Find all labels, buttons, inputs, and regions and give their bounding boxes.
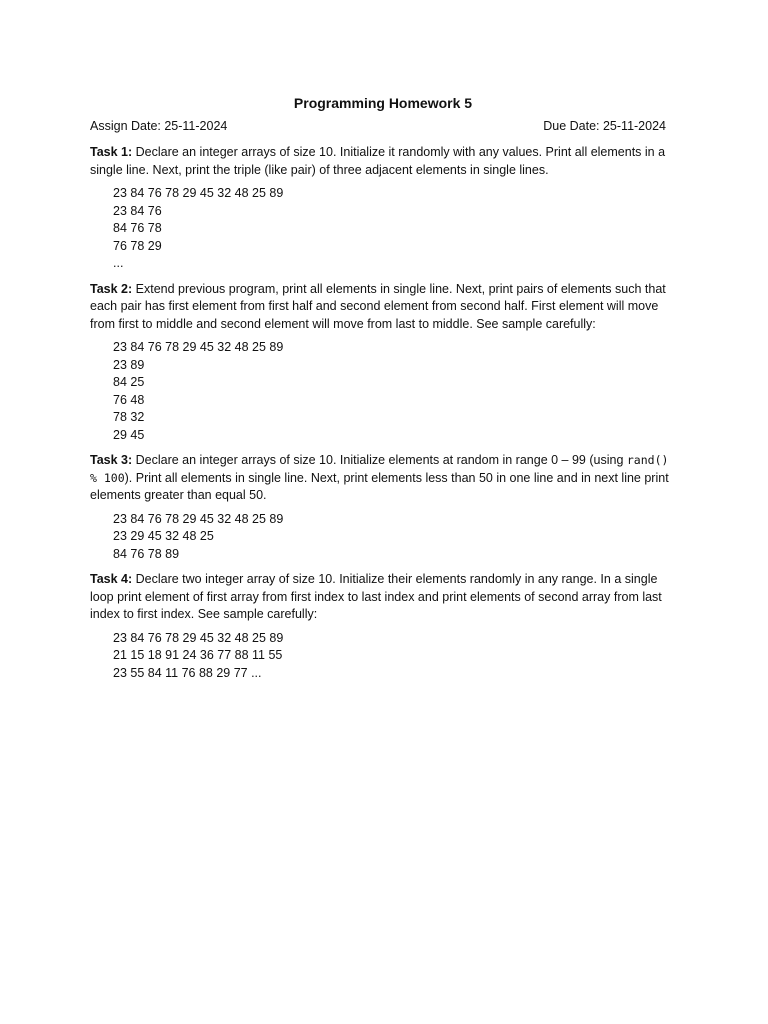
task-3-text-after: ). Print all elements in single line. Next, print elements less than 50 in one line and in next line print elements greater than equal 50. bbox=[90, 470, 669, 502]
sample-line: ... bbox=[113, 256, 124, 270]
homework-page bbox=[90, 94, 676, 690]
sample-line: 21 15 18 91 24 36 77 88 11 55 bbox=[113, 648, 283, 662]
sample-line: 23 89 bbox=[113, 357, 145, 372]
task-4-text: Declare two integer array of size 10. Initialize their elements randomly in any range. In a single loop print element of first array from first index to last index and print elements of second array from last index to first index. See sample carefully: bbox=[90, 572, 662, 621]
due-date: Due Date: 25-11-2024 bbox=[543, 119, 666, 133]
task-4-label: Task 4: bbox=[90, 572, 133, 586]
task-3-code-snippet: rand() % 100 bbox=[90, 453, 669, 485]
task-4-description bbox=[90, 571, 676, 624]
sample-line: 84 76 78 89 bbox=[113, 546, 180, 561]
task-3-text-before: Declare an integer arrays of size 10. Initialize elements at random in range 0 – 99 (using bbox=[132, 453, 627, 467]
sample-line: 84 76 78 bbox=[113, 221, 162, 235]
task-3-description bbox=[90, 452, 676, 505]
task-2-sample-output bbox=[113, 339, 676, 444]
sample-line: 23 84 76 78 29 45 32 48 25 89 bbox=[113, 630, 284, 645]
task-2-label: Task 2: bbox=[90, 281, 133, 296]
task-4 bbox=[90, 571, 676, 682]
sample-line: 23 29 45 32 48 25 bbox=[113, 529, 214, 543]
task-1-label: Task 1: bbox=[90, 145, 133, 159]
task-3-label: Task 3: bbox=[90, 453, 133, 467]
document-title: Programming Homework 5 bbox=[293, 95, 473, 111]
task-1-sample-output bbox=[113, 185, 676, 273]
sample-line: 23 84 76 78 29 45 32 48 25 89 bbox=[113, 186, 284, 200]
sample-line: 23 84 76 bbox=[113, 203, 162, 218]
task-1-description bbox=[90, 144, 676, 179]
date-row bbox=[90, 118, 676, 135]
task-2-text: Extend previous program, print all elements in single line. Next, print pairs of elements such that each pair has first element from first half and second element from second half. First element will move from first to middle and second element will move from last to middle. See sample carefully: bbox=[90, 281, 666, 331]
task-1 bbox=[90, 144, 676, 273]
sample-line: 29 45 bbox=[113, 427, 145, 442]
task-1-text: Declare an integer arrays of size 10. Initialize it randomly with any values. Print all elements in a single line. Next, print the triple (like pair) of three adjacent elements in single lines. bbox=[90, 145, 666, 177]
sample-line: 78 32 bbox=[113, 410, 145, 424]
sample-line: 23 55 84 11 76 88 29 77 ... bbox=[113, 665, 262, 680]
task-4-sample-output bbox=[113, 630, 676, 683]
task-2 bbox=[90, 281, 676, 445]
assign-date: Assign Date: 25-11-2024 bbox=[90, 119, 228, 133]
task-3 bbox=[90, 452, 676, 563]
sample-line: 76 78 29 bbox=[113, 238, 162, 253]
task-2-description bbox=[90, 281, 676, 334]
sample-line: 23 84 76 78 29 45 32 48 25 89 bbox=[113, 340, 284, 354]
task-3-sample-output bbox=[113, 511, 676, 564]
sample-line: 23 84 76 78 29 45 32 48 25 89 bbox=[113, 511, 284, 526]
sample-line: 76 48 bbox=[113, 392, 145, 407]
sample-line: 84 25 bbox=[113, 375, 145, 389]
